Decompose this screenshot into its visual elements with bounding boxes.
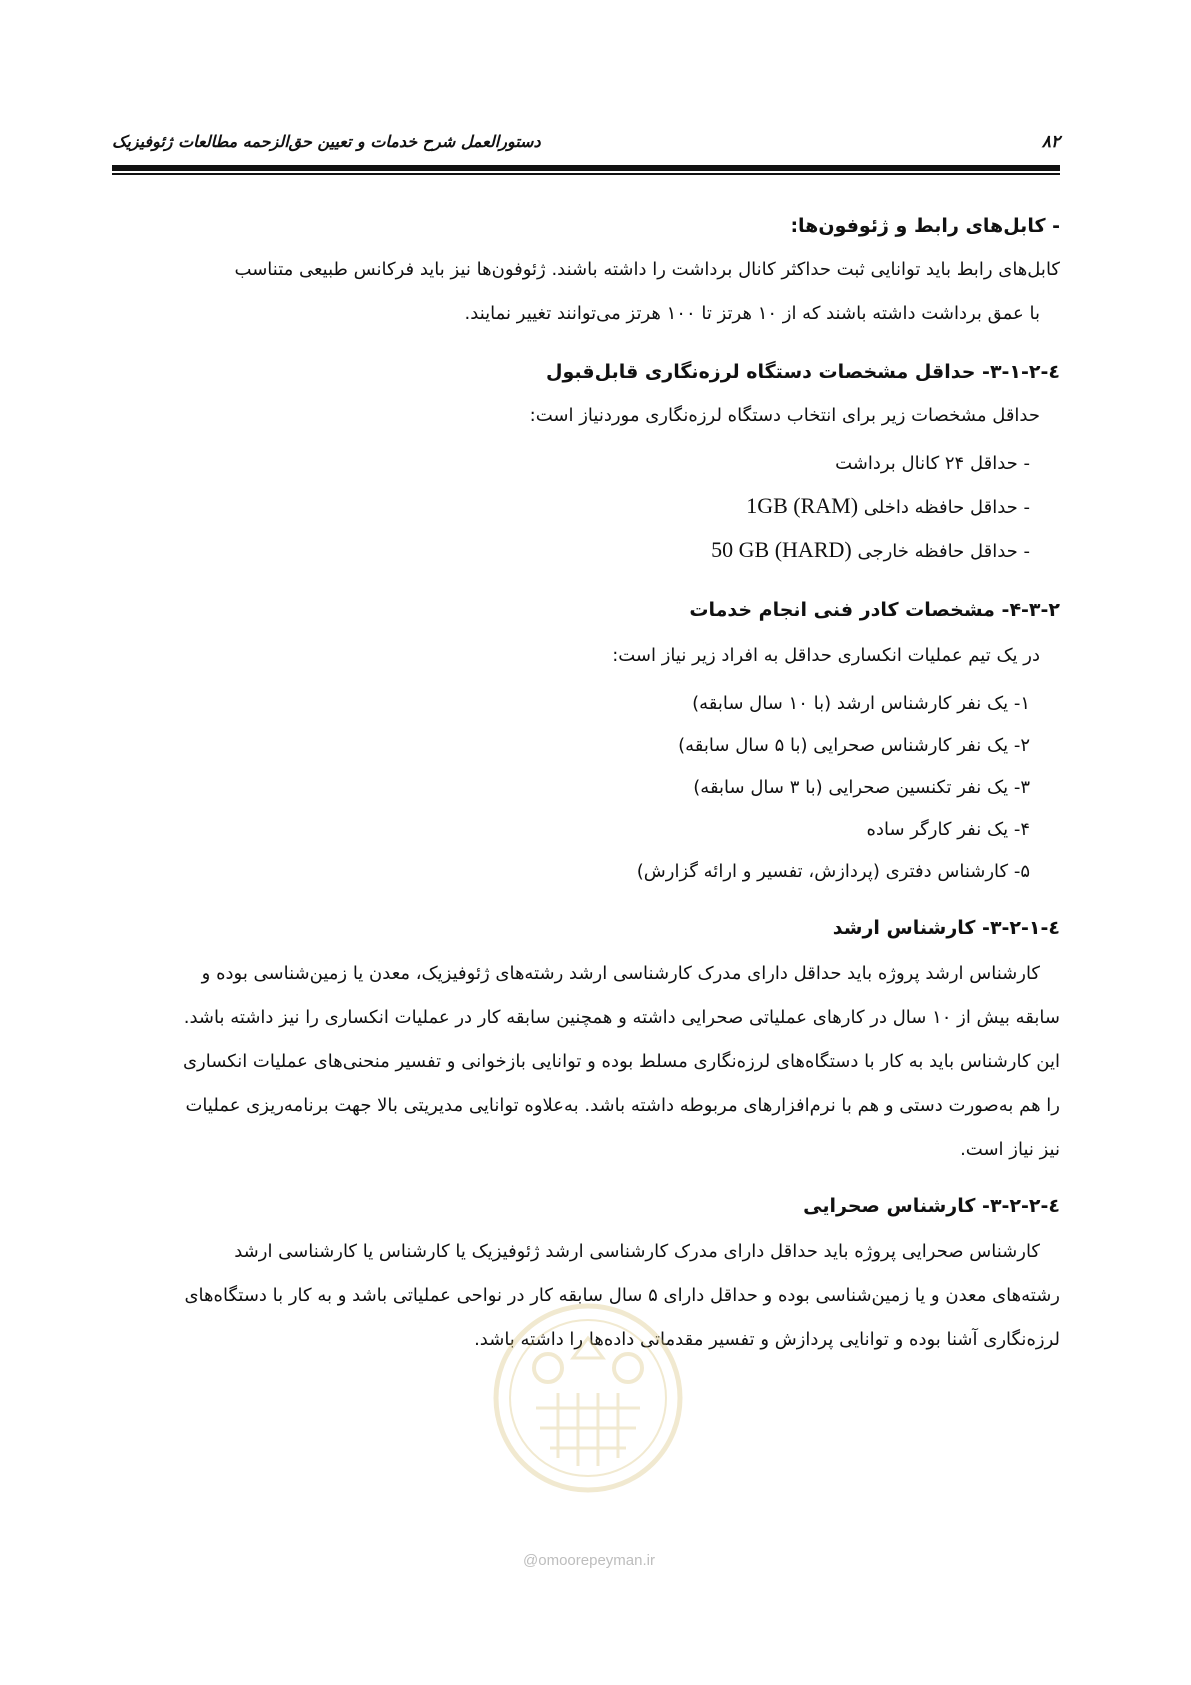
page-number: ۸۲ xyxy=(1041,132,1060,152)
staff-intro: در یک تیم عملیات انکساری حداقل به افراد زیر نیاز است: xyxy=(612,645,1040,666)
watermark-text: @omoorepeyman.ir xyxy=(523,1552,655,1569)
field-line: لرزه‌نگاری آشنا بوده و توانایی پردازش و تفسیر مقدماتی داده‌ها را داشته باشد. xyxy=(474,1329,1060,1350)
header-rule-thick xyxy=(112,165,1060,171)
staff-item: ۵- کارشناس دفتری (پردازش، تفسیر و ارائه گزارش) xyxy=(636,861,1030,882)
senior-line: کارشناس ارشد پروژه باید حداقل دارای مدرک کارشناسی ارشد رشته‌های ژئوفیزیک، معدن یا زمین‌شناسی بوده و xyxy=(201,963,1040,984)
seismograph-item-hard: - حداقل حافظه خارجی 50 GB (HARD) xyxy=(711,537,1030,562)
header-rule-thin xyxy=(112,173,1060,175)
senior-line: را هم به‌صورت دستی و هم با نرم‌افزارهای مربوطه داشته باشد. به‌علاوه توانایی مدیریتی بالا جهت برنامه‌ریزی عملیات xyxy=(185,1095,1060,1116)
senior-line: این کارشناس باید به کار با دستگاه‌های لرزه‌نگاری مسلط بوده و توانایی بازخوانی و تفسیر منحنی‌های عملیات انکساری xyxy=(182,1051,1060,1072)
cables-heading: - کابل‌های رابط و ژئوفون‌ها: xyxy=(790,215,1060,237)
seismograph-item-channels: - حداقل ۲۴ کانال برداشت xyxy=(835,453,1030,474)
hard-spec: 50 GB (HARD) xyxy=(711,537,852,562)
senior-line: نیز نیاز است. xyxy=(960,1139,1060,1160)
cables-paragraph-line1: کابل‌های رابط باید توانایی ثبت حداکثر کانال برداشت را داشته باشند. ژئوفون‌ها نیز باید فرکانس طبیعی متناسب xyxy=(234,259,1060,280)
senior-heading: ٤-۳-۲-۱- کارشناس ارشد xyxy=(832,917,1060,939)
staff-item: ۲- یک نفر کارشناس صحرایی (با ۵ سال سابقه) xyxy=(678,735,1030,756)
staff-item: ۳- یک نفر تکنسین صحرایی (با ۳ سال سابقه) xyxy=(693,777,1030,798)
senior-line: سابقه بیش از ۱۰ سال در کارهای عملیاتی صحرایی داشته و همچنین سابقه کار در عملیات انکساری را نیز داشته باشد. xyxy=(183,1007,1060,1028)
page-header xyxy=(112,132,1060,164)
staff-item: ۱- یک نفر کارشناس ارشد (با ۱۰ سال سابقه) xyxy=(692,693,1030,714)
seismograph-heading: ٤-۳-۱-۲- حداقل مشخصات دستگاه لرزه‌نگاری قابل‌قبول xyxy=(546,361,1060,383)
seismograph-item-ram: - حداقل حافظه داخلی 1GB (RAM) xyxy=(746,493,1030,518)
ram-spec: 1GB (RAM) xyxy=(746,493,859,518)
header-title: دستورالعمل شرح خدمات و تعیین حق‌الزحمه مطالعات ژئوفیزیک xyxy=(112,132,541,151)
field-line: رشته‌های معدن و یا زمین‌شناسی بوده و حداقل دارای ۵ سال سابقه کار در نواحی عملیاتی باشد و به کار با دستگاه‌های xyxy=(184,1285,1060,1306)
staff-item: ۴- یک نفر کارگر ساده xyxy=(866,819,1030,840)
field-heading: ٤-۳-۲-۲- کارشناس صحرایی xyxy=(803,1195,1060,1217)
field-line: کارشناس صحرایی پروژه باید حداقل دارای مدرک کارشناسی ارشد ژئوفیزیک یا کارشناس یا کارشناسی ارشد xyxy=(234,1241,1040,1262)
staff-heading: ۴-۳-۲- مشخصات کادر فنی انجام خدمات xyxy=(689,599,1060,621)
page-content xyxy=(112,210,1060,1356)
seal-logo-icon xyxy=(488,1298,688,1498)
seismograph-intro: حداقل مشخصات زیر برای انتخاب دستگاه لرزه‌نگاری موردنیاز است: xyxy=(529,405,1040,426)
cables-paragraph-line2: با عمق برداشت داشته باشند که از ۱۰ هرتز تا ۱۰۰ هرتز می‌توانند تغییر نمایند. xyxy=(464,303,1040,324)
